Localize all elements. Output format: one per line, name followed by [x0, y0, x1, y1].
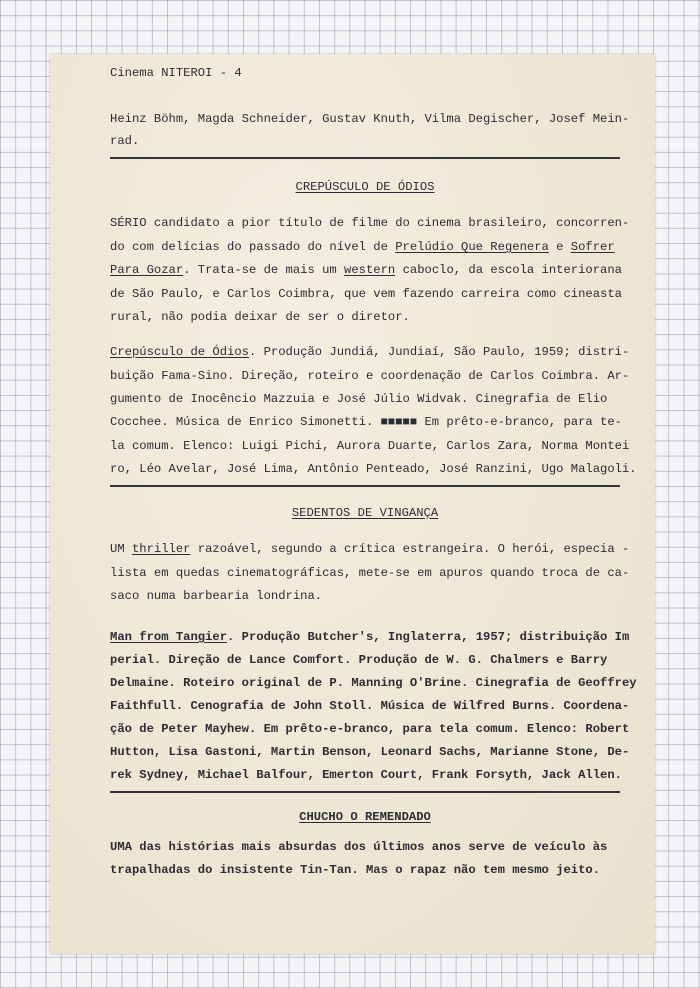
text: . Produção Jundiá, Jundiaí, São Paulo, 1959; distri-	[248, 345, 630, 359]
s2-p2-line-6: Hutton, Lisa Gastoni, Martin Benson, Leonard Sachs, Marianne Stone, De-	[110, 745, 630, 759]
s1-p1-line-5: rural, não podia deixar de ser o diretor.	[110, 310, 410, 324]
s2-p2-line-5: ção de Peter Mayhew. Em prêto-e-branco, para tela comum. Elenco: Robert	[110, 722, 630, 736]
s3-p1-line-1: UMA das histórias mais absurdas dos últimos anos serve de veículo às	[110, 840, 608, 854]
film-title-crepusculo: Crepúsculo de Ódios	[110, 345, 249, 359]
term-thriller: thriller	[131, 542, 191, 556]
s1-p2-line-6: ro, Léo Avelar, José Lima, Antônio Penteado, José Ranzini, Ugo Malagoli.	[110, 462, 637, 476]
intro-line-2: rad.	[110, 134, 140, 148]
s1-p2-line-3: gumento de Inocêncio Mazzuia e José Júlio Widvak. Cinegrafia de Elio	[110, 392, 608, 406]
s1-p1-line-2	[110, 236, 615, 259]
s1-p1-line-4: de São Paulo, e Carlos Coimbra, que vem fazendo carreira como cineasta	[110, 287, 622, 301]
s2-p2-line-4: Faithfull. Cenografia de John Stoll. Música de Wilfred Burns. Coordena-	[110, 699, 630, 713]
text: razoável, segundo a crítica estrangeira. O herói, especia -	[190, 542, 630, 556]
s1-p1-line-3	[110, 259, 622, 282]
intro-line-1: Heinz Böhm, Magda Schneider, Gustav Knuth, Vilma Degischer, Josef Mein-	[110, 112, 630, 126]
divider-2	[110, 485, 620, 487]
section-title-crepusculo: CREPÚSCULO DE ÓDIOS	[295, 180, 435, 194]
divider-1	[110, 157, 620, 159]
film-title-man-from-tangier: Man from Tangier	[110, 630, 228, 644]
s2-p2-line-2: perial. Direção de Lance Comfort. Produção de W. G. Chalmers e Barry	[110, 653, 608, 667]
text: . Trata-se de mais um	[183, 263, 345, 277]
s2-p2-line-7: rek Sydney, Michael Balfour, Emerton Court, Frank Forsyth, Jack Allen.	[110, 768, 622, 782]
text: . Produção Butcher's, Inglaterra, 1957; distribuição Im	[227, 630, 630, 644]
s2-p2-line-3: Delmaine. Roteiro original de P. Manning O'Brine. Cinegrafia de Geoffrey	[110, 676, 637, 690]
s3-p1-line-2: trapalhadas do insistente Tin-Tan. Mas o rapaz não tem mesmo jeito.	[110, 863, 601, 877]
text: caboclo, da escola interiorana	[395, 263, 622, 277]
term-western: western	[344, 263, 396, 277]
section-title-sedentos: SEDENTOS DE VINGANÇA	[291, 506, 439, 520]
text: UM	[110, 542, 132, 556]
s1-p2-line-2: buição Fama-Sino. Direção, roteiro e coordenação de Carlos Coimbra. Ar-	[110, 369, 630, 383]
s2-p2-line-1	[110, 626, 629, 649]
film-title-preludio: Prelúdio Que Regenera	[395, 240, 549, 254]
s1-p2-line-5: la comum. Elenco: Luigi Pichi, Aurora Duarte, Carlos Zara, Norma Montei	[110, 439, 630, 453]
text: do com delícias do passado do nível de	[110, 240, 396, 254]
s2-p1-line-1	[110, 538, 629, 561]
s1-p2-line-4: Cocchee. Música de Enrico Simonetti. ■■■■■ Em prêto-e-branco, para te-	[110, 415, 622, 429]
film-title-para-gozar: Para Gozar	[110, 263, 184, 277]
s2-p1-line-2: lista em quedas cinematográficas, mete-se em apuros quando troca de ca-	[110, 566, 630, 580]
s2-p1-line-3: saco numa barbearia londrina.	[110, 589, 323, 603]
film-title-sofrer: Sofrer	[570, 240, 615, 254]
text: e	[548, 240, 571, 254]
section-title-chucho: CHUCHO O REMENDADO	[299, 810, 431, 824]
divider-3	[110, 791, 620, 793]
s1-p2-line-1	[110, 341, 629, 364]
page-header: Cinema NITEROI - 4	[110, 66, 242, 80]
s1-p1-line-1: SÉRIO candidato a pior título de filme do cinema brasileiro, concorren-	[110, 216, 630, 230]
